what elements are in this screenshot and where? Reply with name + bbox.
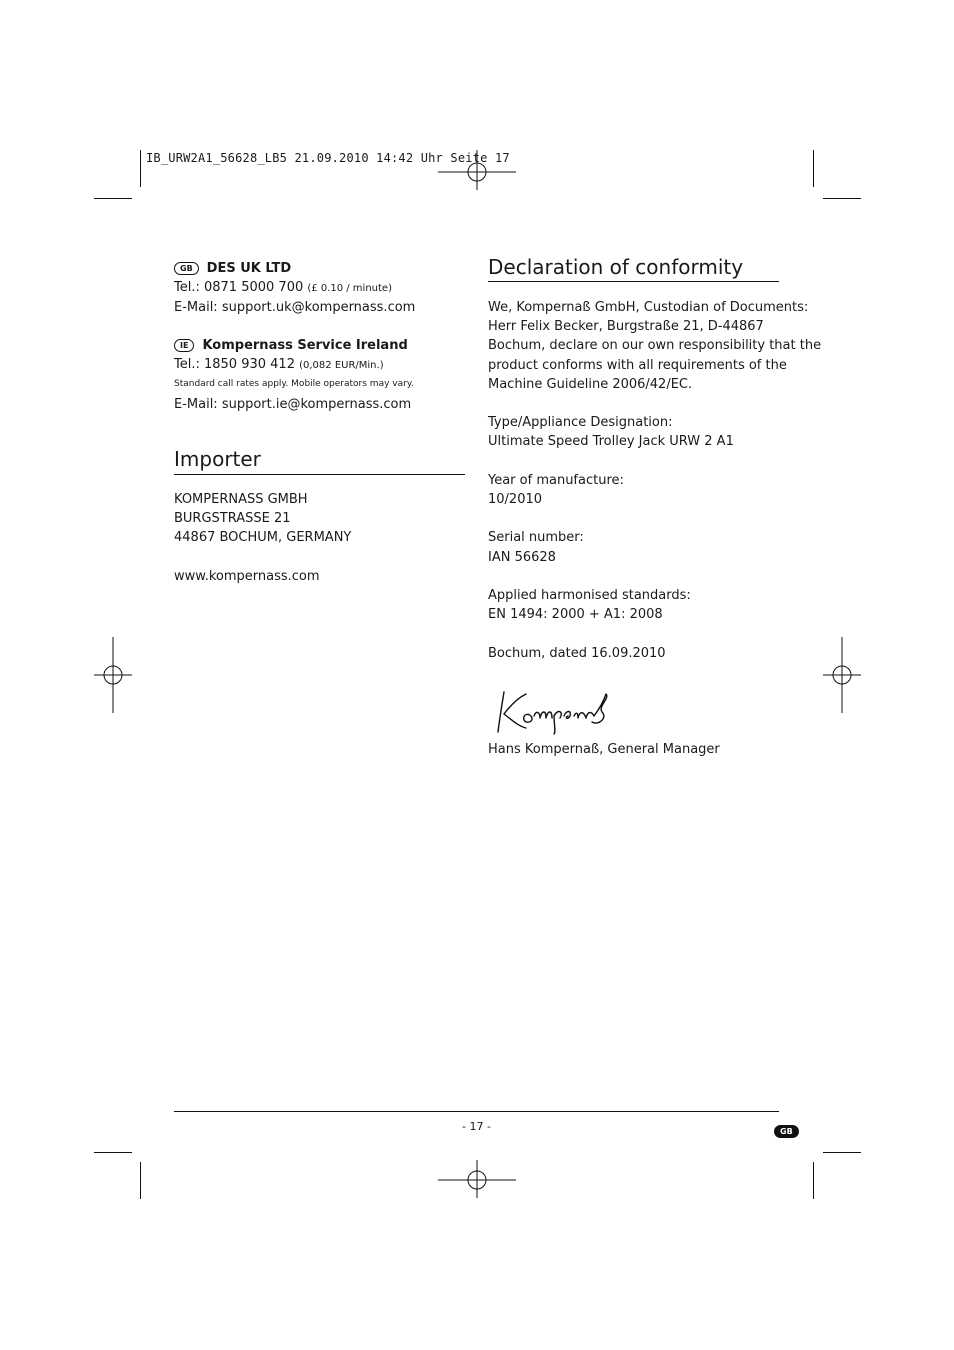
importer-website-link[interactable]: www.kompernass.com bbox=[174, 568, 320, 584]
ie-service-name: Kompernass Service Ireland bbox=[202, 338, 408, 353]
type-value: Ultimate Speed Trolley Jack URW 2 A1 bbox=[488, 434, 734, 450]
type-label: Type/Appliance Designation: bbox=[488, 415, 673, 431]
intro-line-2: Herr Felix Becker, Burgstraße 21, D-44867 bbox=[488, 319, 764, 335]
uk-phone-rate: (£ 0.10 / minute) bbox=[307, 283, 392, 295]
importer-line-1: KOMPERNASS GMBH bbox=[174, 492, 308, 507]
uk-email: E-Mail: support.uk@kompernass.com bbox=[174, 300, 416, 316]
footer-gb-badge: GB bbox=[774, 1125, 799, 1138]
importer-line-3: 44867 BOCHUM, GERMANY bbox=[174, 530, 352, 546]
ie-phone-rate: (0,082 EUR/Min.) bbox=[299, 360, 384, 372]
signer-block bbox=[488, 740, 720, 759]
signer-name: Hans Kompernaß, General Manager bbox=[488, 742, 720, 757]
declaration-body bbox=[488, 298, 821, 663]
ie-service-block bbox=[174, 336, 414, 414]
footer-rule bbox=[174, 1111, 779, 1112]
uk-service-name: DES UK LTD bbox=[206, 261, 292, 276]
intro-line-3: Bochum, declare on our own responsibility that the bbox=[488, 338, 822, 354]
importer-address bbox=[174, 490, 351, 586]
gb-country-badge: GB bbox=[174, 262, 199, 275]
importer-heading: Importer bbox=[174, 447, 261, 471]
standards-label: Applied harmonised standards: bbox=[488, 587, 691, 603]
importer-rule bbox=[174, 474, 465, 475]
ie-phone: Tel.: 1850 930 412 bbox=[174, 357, 295, 373]
dated-line: Bochum, dated 16.09.2010 bbox=[488, 645, 666, 661]
signature bbox=[488, 686, 618, 736]
intro-line-1: We, Kompernaß GmbH, Custodian of Documents: bbox=[488, 300, 809, 315]
intro-line-4: product conforms with all requirements of the bbox=[488, 357, 787, 373]
ie-email: E-Mail: support.ie@kompernass.com bbox=[174, 396, 412, 412]
ie-call-note: Standard call rates apply. Mobile operators may vary. bbox=[174, 379, 414, 390]
year-label: Year of manufacture: bbox=[488, 472, 624, 488]
importer-line-2: BURGSTRASSE 21 bbox=[174, 511, 291, 527]
intro-line-5: Machine Guideline 2006/42/EC. bbox=[488, 376, 693, 392]
page-number: - 17 - bbox=[462, 1120, 491, 1133]
declaration-heading: Declaration of conformity bbox=[488, 255, 744, 279]
footer-badge-wrap bbox=[774, 1120, 799, 1139]
uk-service-block bbox=[174, 259, 415, 318]
print-slug: IB_URW2A1_56628_LB5 21.09.2010 14:42 Uhr Seite 17 bbox=[146, 151, 510, 165]
year-value: 10/2010 bbox=[488, 492, 543, 507]
ie-country-badge: IE bbox=[174, 339, 194, 352]
serial-value: IAN 56628 bbox=[488, 549, 556, 565]
standards-value: EN 1494: 2000 + A1: 2008 bbox=[488, 607, 663, 623]
declaration-rule bbox=[488, 281, 779, 282]
serial-label: Serial number: bbox=[488, 530, 584, 546]
uk-phone: Tel.: 0871 5000 700 bbox=[174, 280, 304, 296]
